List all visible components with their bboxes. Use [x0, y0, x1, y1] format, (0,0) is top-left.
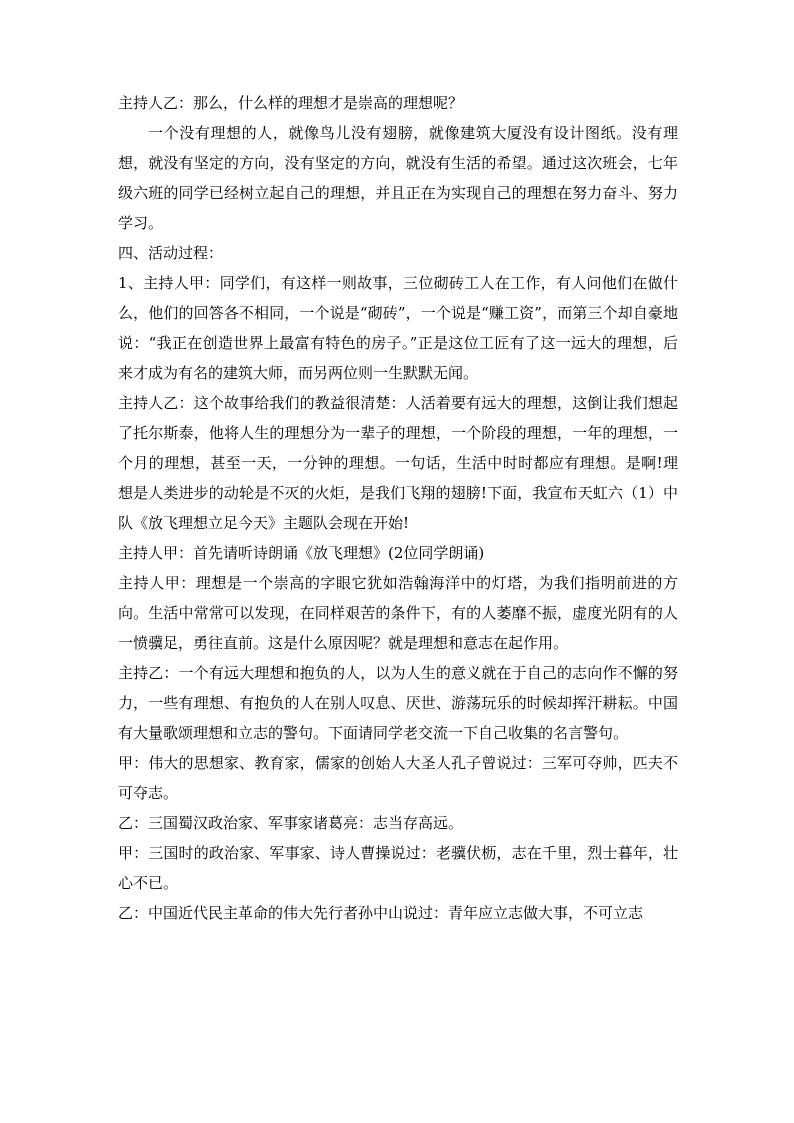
section-heading-activity-process: 四、活动过程： — [118, 244, 224, 262]
paragraph-cao-cao-quote: 甲：三国时的政治家、军事家、诗人曹操说过：老骥伏枥，志在千里，烈士暮年，壮心不已。 — [118, 844, 678, 892]
paragraph-zhuge-liang-quote: 乙：三国蜀汉政治家、军事家诸葛亮：志当存高远。 — [118, 814, 464, 832]
paragraph-ideal-importance: 一个没有理想的人，就像鸟儿没有翅膀，就像建筑大厦没有设计图纸。没有理想，就没有坚定的方向，没有坚定的方向，就没有生活的希望。通过这次班会，七年级六班的同学已经树立起自己的理想，并且正在为实现自己的理想在努力奋斗、努力学习。 — [118, 124, 678, 232]
paragraph-ambition: 主持乙：一个有远大理想和抱负的人，以为人生的意义就在于自己的志向作不懈的努力，一些有理想、有抱负的人在别人叹息、厌世、游荡玩乐的时候却挥汗耕耘。中国有大量歌颂理想和立志的警句。下面请同学老交流一下自己收集的名言警句。 — [118, 664, 678, 742]
paragraph-bricklayer-story: 1、主持人甲：同学们，有这样一则故事，三位砌砖工人在工作，有人问他们在做什么，他们的回答各不相同，一个说是“砌砖”，一个说是“赚工资”，而第三个却自豪地说：“我正在创造世界上最富有特色的房子。”正是这位工匠有了这一远大的理想，后来才成为有名的建筑大师，而另两位则一生默默无闻。 — [118, 274, 678, 382]
paragraph-tolstoy: 主持人乙：这个故事给我们的教益很清楚：人活着要有远大的理想，这倒让我们想起了托尔斯泰，他将人生的理想分为一辈子的理想，一个阶段的理想，一年的理想，一个月的理想，甚至一天，一分钟的理想。一句话，生活中时时都应有理想。是啊!理想是人类进步的动轮是不灭的火炬，是我们飞翔的翅膀!下面，我宣布天虹六（1）中队《放飞理想立足今天》主题队会现在开始! — [118, 394, 678, 532]
paragraph-ideal-lighthouse: 主持人甲：理想是一个崇高的字眼它犹如浩翰海洋中的灯塔，为我们指明前进的方向。生活中常常可以发现，在同样艰苦的条件下，有的人萎靡不振，虚度光阴有的人一愤骥足，勇往直前。这是什么原因呢？就是理想和意志在起作用。 — [118, 574, 678, 652]
document-page — [118, 88, 678, 928]
paragraph-confucius-quote: 甲：伟大的思想家、教育家，儒家的创始人大圣人孔子曾说过：三军可夺帅，匹夫不可夺志。 — [118, 754, 678, 802]
paragraph-host-b-question: 主持人乙：那么，什么样的理想才是崇高的理想呢？ — [118, 94, 464, 112]
paragraph-poem-recital: 主持人甲：首先请听诗朗诵《放飞理想》(2位同学朗诵) — [118, 544, 485, 562]
paragraph-sun-yat-sen-quote: 乙：中国近代民主革命的伟大先行者孙中山说过：青年应立志做大事，不可立志 — [118, 904, 644, 922]
